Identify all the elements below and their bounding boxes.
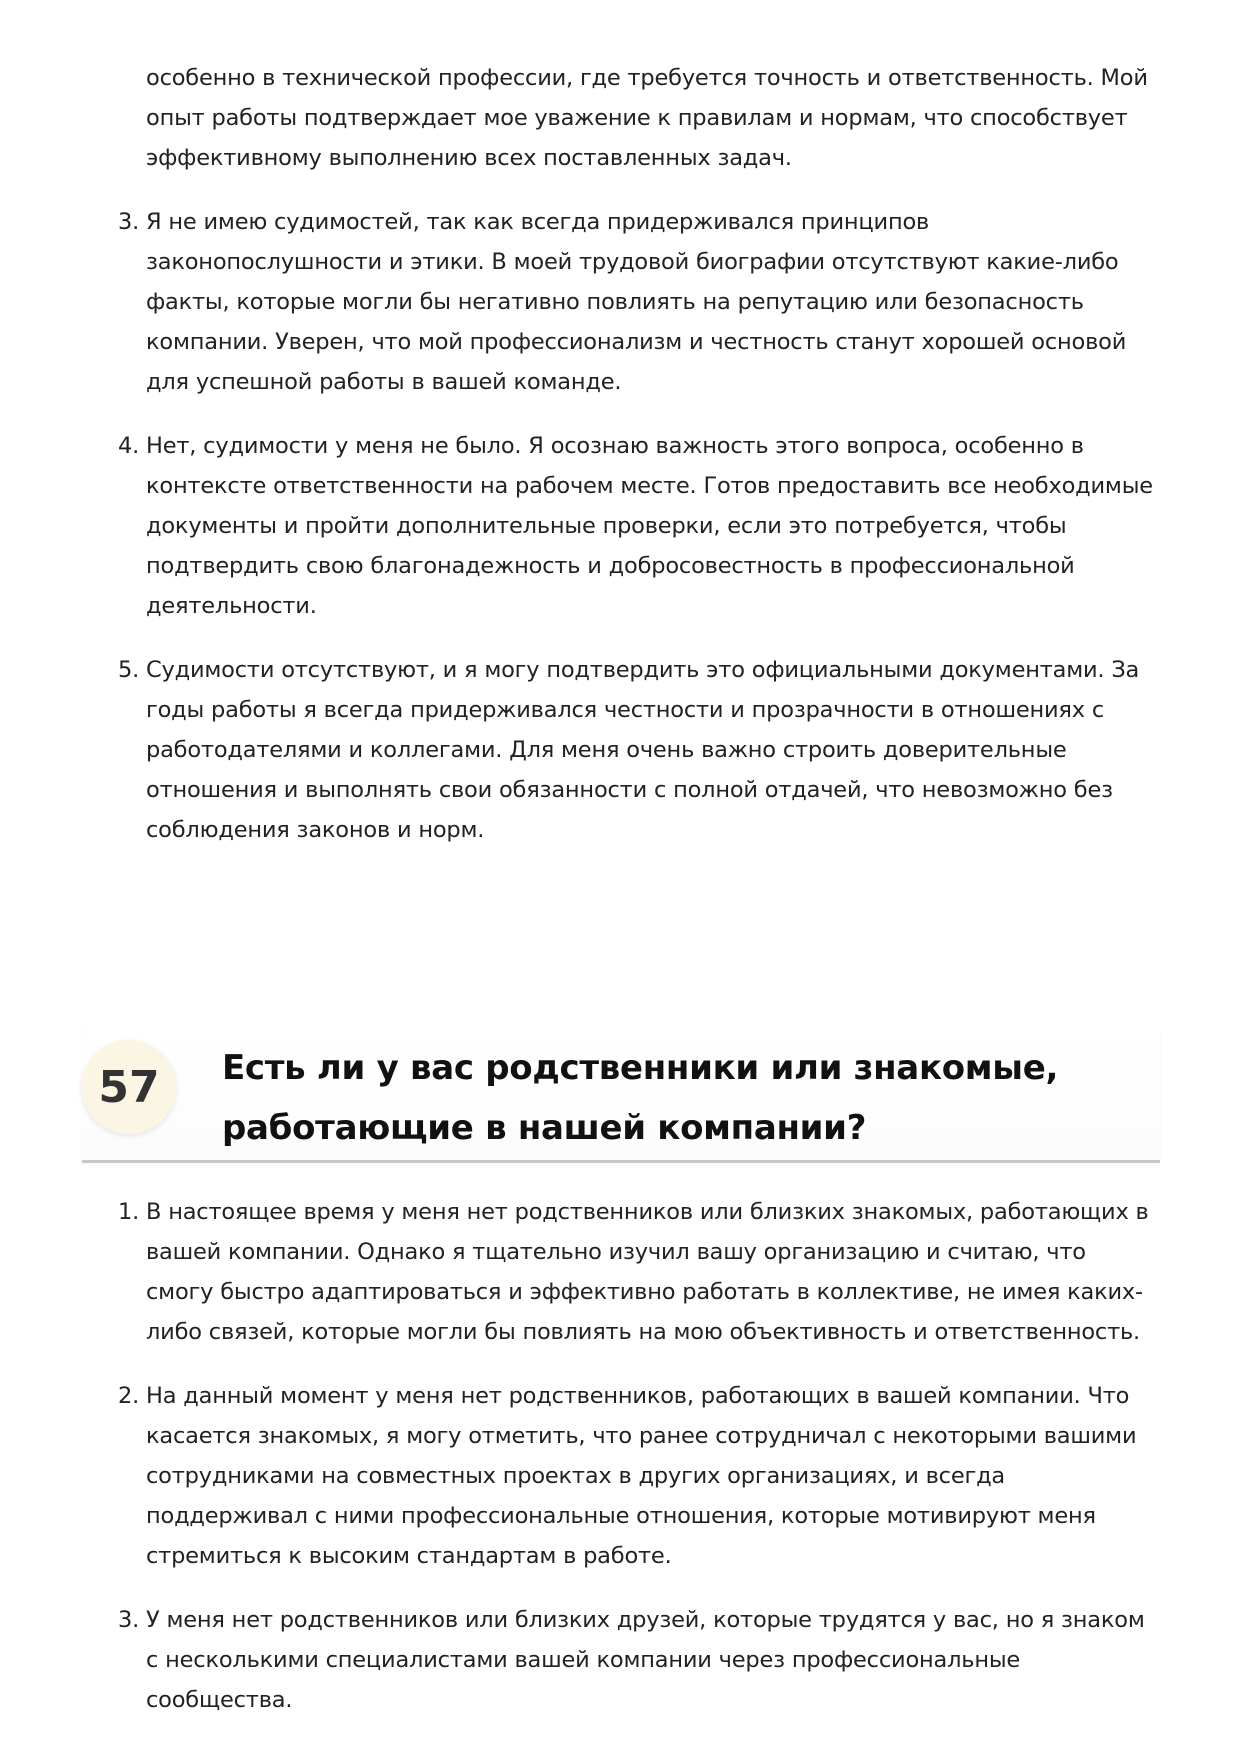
list-item-text: Судимости отсутствуют, и я могу подтвердить это официальными документами. За годы работы я всегда придерживался честности и прозрачности в отношениях с работодателями и коллегами. Для меня очень важно строить доверительные отношения и выполнять свои обязанности с полной отдачей, что невозможно без соблюдения законов и норм.: [146, 657, 1140, 843]
list-item-number: 5.: [118, 657, 140, 683]
list-item: [118, 426, 1156, 626]
continuation-text: особенно в технической профессии, где требуется точность и ответственность. Мой опыт работы подтверждает мое уважение к правилам и нормам, что способствует эффективному выполнению всех поставленных задач.: [146, 65, 1148, 171]
list-item-text: Я не имею судимостей, так как всегда придерживался принципов законопослушности и этики. В моей трудовой биографии отсутствуют какие-либо факты, которые могли бы негативно повлиять на репутацию или безопасность компании. Уверен, что мой профессионализм и честность станут хорошей основой для успешной работы в вашей команде.: [146, 209, 1127, 395]
list-item-text: В настоящее время у меня нет родственников или близких знакомых, работающих в вашей компании. Однако я тщательно изучил вашу организацию и считаю, что смогу быстро адаптироваться и эффективно работать в коллективе, не имея каких-либо связей, которые могли бы повлиять на мою объективность и ответственность.: [146, 1199, 1149, 1345]
list-item: [118, 1600, 1156, 1720]
list-item: [118, 1376, 1156, 1576]
question-number-badge: 57: [82, 1040, 176, 1134]
list-item: [118, 650, 1156, 850]
list-item-number: 3.: [118, 209, 140, 235]
list-item-text: На данный момент у меня нет родственников, работающих в вашей компании. Что касается знакомых, я могу отметить, что ранее сотрудничал с некоторыми вашими сотрудниками на совместных проектах в других организациях, и всегда поддерживал с ними профессиональные отношения, которые мотивируют меня стремиться к высоким стандартам в работе.: [146, 1383, 1137, 1569]
list-item-text: У меня нет родственников или близких друзей, которые трудятся у вас, но я знаком с несколькими специалистами вашей компании через профессиональные сообщества.: [146, 1607, 1145, 1713]
list-item-number: 1.: [118, 1199, 140, 1225]
list-item: [118, 1192, 1156, 1352]
list-item-number: 3.: [118, 1607, 140, 1633]
question-title: Есть ли у вас родственники или знакомые, работающие в нашей компании?: [222, 1048, 1059, 1148]
continuation-paragraph: [146, 58, 1156, 178]
list-item-number: 4.: [118, 433, 140, 459]
list-item-text: Нет, судимости у меня не было. Я осознаю важность этого вопроса, особенно в контексте ответственности на рабочем месте. Готов предоставить все необходимые документы и пройти дополнительные проверки, если это потребуется, чтобы подтвердить свою благонадежность и добросовестность в профессиональной деятельности.: [146, 433, 1153, 619]
list-item: [118, 202, 1156, 402]
question-header: [82, 1026, 1160, 1163]
list-item-number: 2.: [118, 1383, 140, 1409]
